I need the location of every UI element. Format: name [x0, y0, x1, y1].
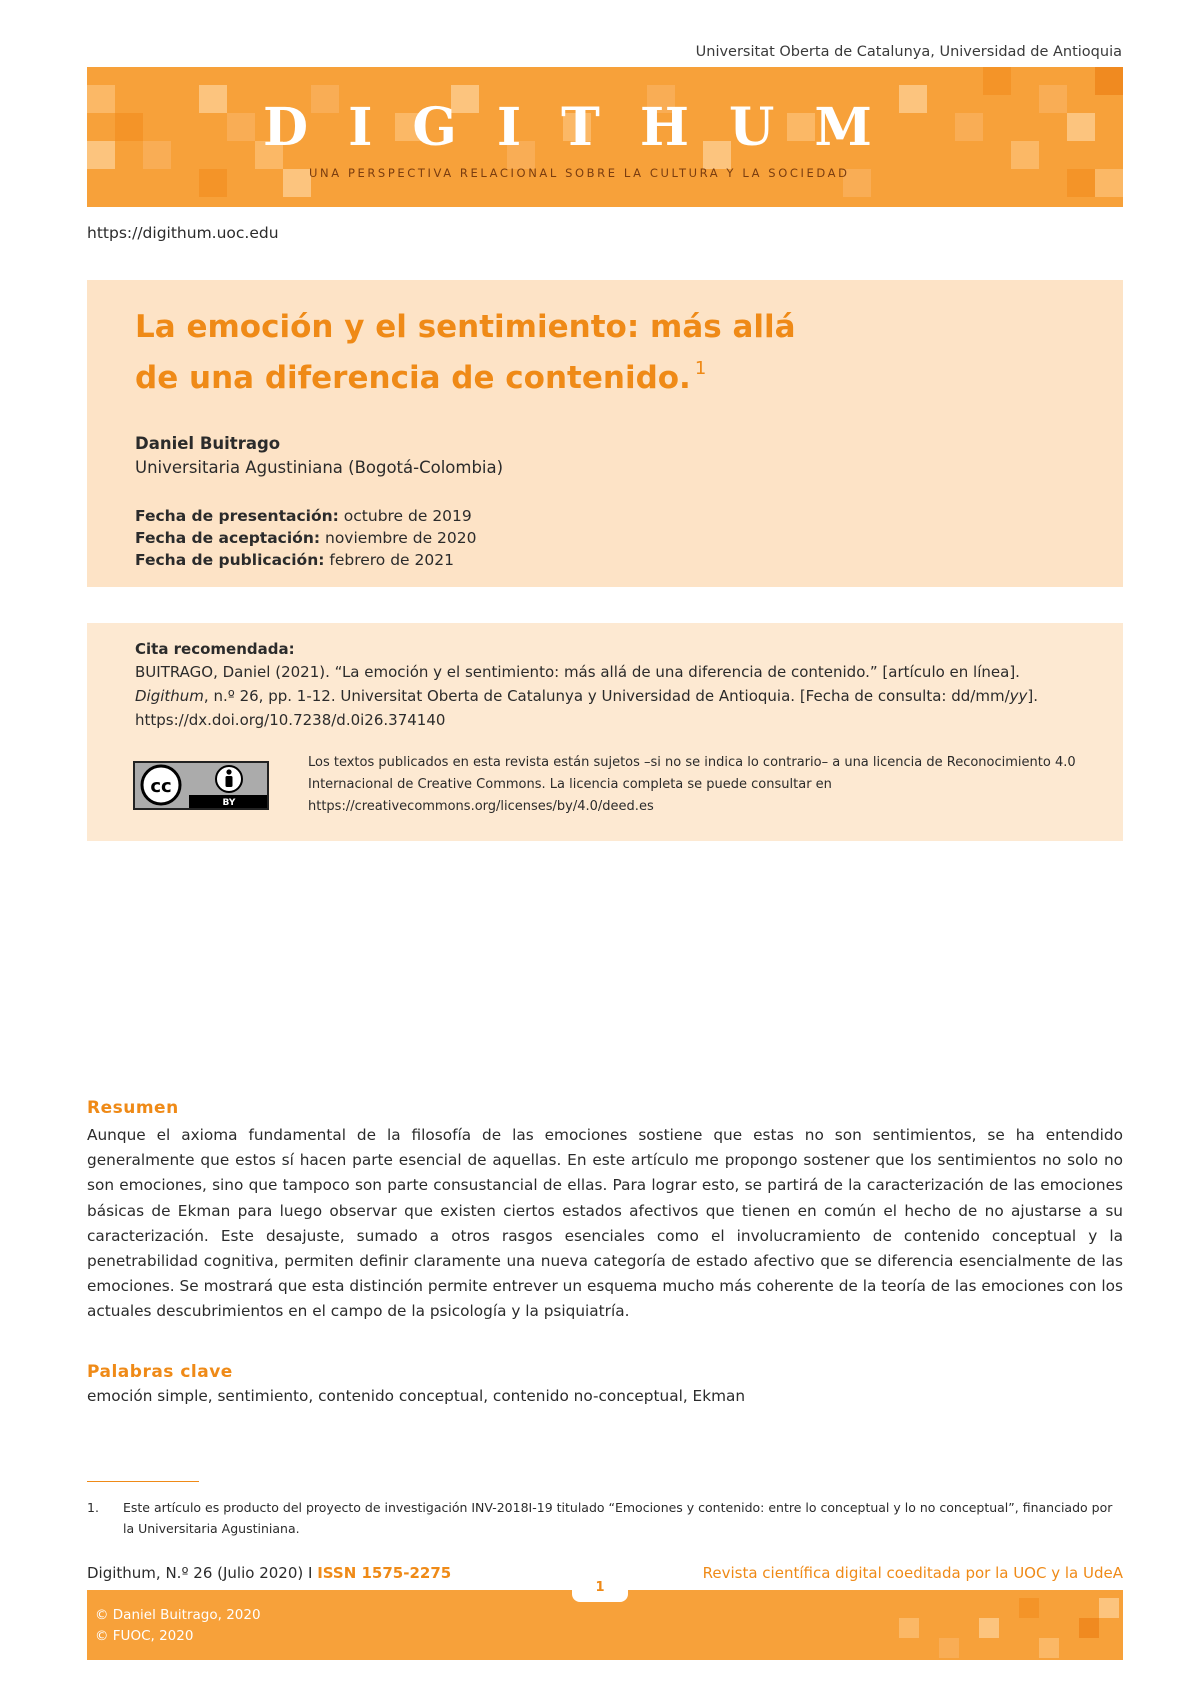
author-affiliation: Universitaria Agustiniana (Bogotá-Colombia)	[135, 458, 504, 477]
license-text: Los textos publicados en esta revista están sujetos –si no se indica lo contrario– a una licencia de Reconocimiento 4.0 Internacional de Creative Commons. La licencia completa se puede consultar en https://creativecommons.org/licenses/by/4.0/deed.es	[308, 755, 1076, 814]
copyright-author: © Daniel Buitrago, 2020	[95, 1607, 261, 1623]
page-number: 1	[595, 1580, 605, 1595]
date-value: noviembre de 2020	[325, 529, 477, 547]
footer-tagline: Revista científica digital coeditada por la UOC y la UdeA	[702, 1564, 1123, 1582]
copyright-fuoc: © FUOC, 2020	[95, 1628, 194, 1644]
footer-issn: ISSN 1575-2275	[317, 1564, 452, 1582]
cc-by-license-badge[interactable]	[133, 761, 269, 810]
date-label: Fecha de presentación:	[135, 507, 339, 525]
date-submitted	[135, 505, 477, 527]
journal-url[interactable]: https://digithum.uoc.edu	[87, 224, 279, 242]
citation-text	[135, 660, 1095, 732]
title-line-2: de una diferencia de contenido.	[135, 360, 691, 396]
footer-copyright	[95, 1605, 261, 1647]
footnote-number: 1.	[87, 1500, 99, 1515]
date-accepted	[135, 527, 477, 549]
header-affiliation: Universitat Oberta de Catalunya, Universidad de Antioquia	[695, 44, 1122, 60]
citation-doi[interactable]: ]. https://dx.doi.org/10.7238/d.0i26.374140	[135, 687, 1039, 729]
keywords-heading: Palabras clave	[87, 1362, 233, 1382]
footnote-divider	[87, 1481, 199, 1482]
citation-part: , n.º 26, pp. 1-12. Universitat Oberta de Catalunya y Universidad de Antioquia. [Fecha de consulta: dd/mm/	[203, 687, 1010, 705]
citation-part: BUITRAGO, Daniel (2021). “La emoción y el sentimiento: más allá de una diferencia de contenido.” [artículo en línea].	[135, 663, 1020, 681]
title-line-1: La emoción y el sentimiento: más allá	[135, 309, 796, 345]
citation-journal: Digithum	[135, 687, 204, 705]
footer-journal-info	[87, 1564, 451, 1582]
keywords-text: emoción simple, sentimiento, contenido conceptual, contenido no-conceptual, Ekman	[87, 1387, 746, 1405]
author-name: Daniel Buitrago	[135, 434, 281, 453]
date-published	[135, 549, 477, 571]
abstract-text: Aunque el axioma fundamental de la filosofía de las emociones sostiene que estas no son sentimientos, se ha entendido generalmente que estos sí hacen parte esencial de aquellas. En este artículo me propongo sostener que los sentimientos no solo no son emociones, sino que tampoco son parte consustancial de ellas. Para lograr esto, se partirá de la caracterización de las emociones básicas de Ekman para luego observar que existen ciertos estados afectivos que tienen en común el hecho de no ajustarse a su caracterización. Este desajuste, sumado a otros rasgos esenciales como el involucramiento de contenido conceptual y la penetrabilidad cognitiva, permiten definir claramente una nueva categoría de estado afectivo que se diferencia esencialmente de las emociones. Se mostrará que esta distinción permite entrever un esquema mucho más coherente de la teoría de las emociones con los actuales descubrimientos en el campo de la psicología y la psiquiatría.	[87, 1126, 1123, 1321]
date-label: Fecha de publicación:	[135, 551, 325, 569]
article-title	[135, 306, 1035, 399]
by-badge-text: BY	[222, 798, 236, 808]
citation-yy: yy	[1009, 687, 1028, 705]
citation-heading: Cita recomendada:	[135, 640, 295, 658]
journal-title: DIGITHUM	[263, 97, 912, 158]
abstract-heading: Resumen	[87, 1098, 179, 1118]
footnote	[87, 1497, 1123, 1539]
date-label: Fecha de aceptación:	[135, 529, 321, 547]
date-value: octubre de 2019	[343, 507, 472, 525]
cc-by-icon	[135, 763, 267, 808]
article-dates	[135, 505, 477, 571]
journal-subtitle: UNA PERSPECTIVA RELACIONAL SOBRE LA CULTURA Y LA SOCIEDAD	[309, 166, 850, 180]
cc-badge-text: cc	[150, 776, 172, 797]
footnote-text: Este artículo es producto del proyecto de investigación INV-2018I-19 titulado “Emociones y contenido: entre lo conceptual y lo no conceptual”, financiado por la Universitaria Agustiniana.	[123, 1500, 1113, 1536]
title-footnote-mark[interactable]: 1	[694, 358, 707, 379]
journal-banner	[87, 67, 1123, 207]
footer-issue: Digithum, N.º 26 (Julio 2020) I	[87, 1564, 318, 1582]
date-value: febrero de 2021	[329, 551, 454, 569]
